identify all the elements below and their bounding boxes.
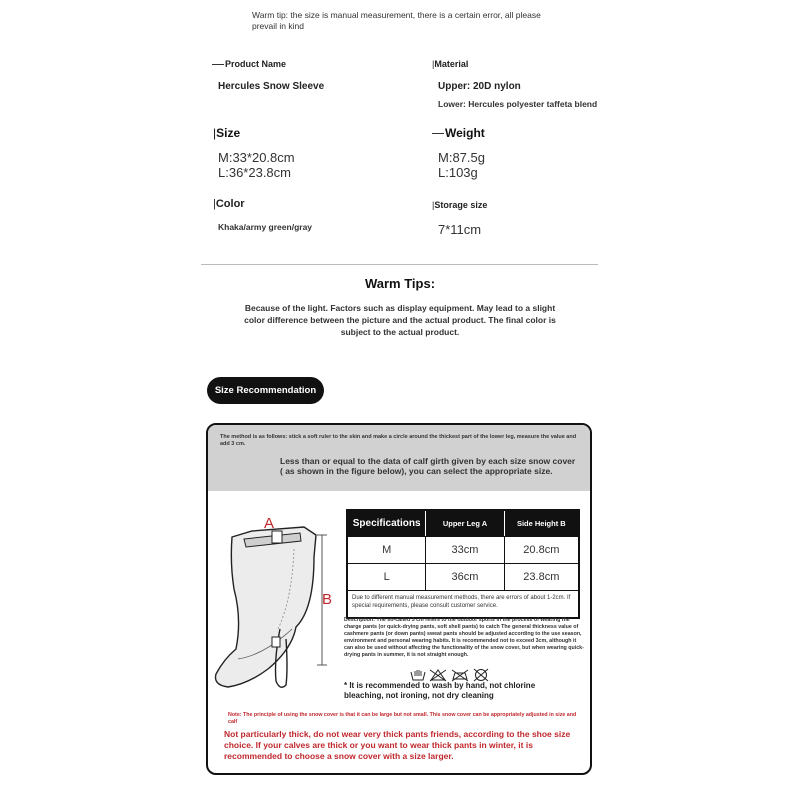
weight-l: L:103g [438,165,478,180]
principle-note: Note: The principle of using the snow cover is that it can be large but not small. This snow cover can be appropriately adjusted in size and calf [228,712,577,725]
label-a: A [264,515,275,532]
color-label: |Color [213,198,245,210]
weight-values [438,150,485,180]
section-divider [201,264,598,265]
cell-side-height: 20.8cm [523,544,560,556]
top-warm-tip: Warm tip: the size is manual measurement, there is a certain error, all please prevail in kind [252,10,541,31]
size-m: M:33*20.8cm [218,150,295,165]
cell-size: M [348,537,426,563]
header-upper-leg: Upper Leg A [426,511,504,536]
no-bleach-icon [430,670,446,681]
size-card [206,423,592,775]
warm-tips-title: Warm Tips: [364,276,436,291]
dash-marker [212,64,224,65]
material-lower: Lower: Hercules polyester taffeta blend [438,99,598,109]
table-note: Due to different manual measurement methods, there are errors of about 1-2cm. If special requirements, please consult customer service. [348,590,578,617]
storage-label: |Storage size [432,200,488,210]
size-recommendation-button[interactable]: Size Recommendation [207,377,324,404]
header-side-height: Side Height B [516,519,566,528]
no-dry-clean-icon [474,669,488,681]
cell-upper-leg: 36cm [426,564,504,590]
gaiter-illustration [208,509,338,699]
no-iron-icon [452,670,468,681]
gaiter-body [216,527,317,687]
color-value: Khaka/army green/gray [218,222,313,232]
dash-marker [432,133,444,134]
strap-buckle [272,531,282,543]
cell-side-height: 23.8cm [523,571,560,583]
lessthan-text: Less than or equal to the data of calf girth given by each size snow cover ( as shown in the figure below), you can select the appropriate size. [280,456,576,476]
warm-tips-text: Because of the light. Factors such as display equipment. May lead to a slight color difference between the picture and the actual product. The final color is subject to the actual product. [244,303,556,337]
weight-m: M:87.5g [438,150,485,165]
header-specifications: Specifications [348,511,426,536]
storage-value: 7*11cm [438,222,482,237]
method-text: The method is as follows: stick a soft ruler to the skin and make a circle around the thickest part of the lower leg, measure the value and add 3 cm. [220,434,577,447]
hand-wash-icon [411,670,425,680]
weight-label: Weight [432,126,485,140]
size-l: L:36*23.8cm [218,165,291,180]
table-row [348,536,578,563]
product-name-value: Hercules Snow Sleeve [218,81,325,92]
wash-note: * It is recommended to wash by hand, not chlorine bleaching, not ironing, not dry cleaning [344,681,536,700]
description-text: Description: The so-called 3 cm refers to the outdoor sports in the process of wearing the charge pants (or quick-drying pants, soft shell pants) to catch The general thickness value of cashmere pants (or down pants) sweat pants should be adjusted according to the use season, environment and personal wearing habits. It is recommended not to exceed 3cm, although it can also be used without affecting the functionality of the snow cover, but when wearing quick-drying pants in summer, it is not straight enough. [344,617,584,658]
material-label: |Material [432,59,469,69]
wash-care-icons [344,668,584,682]
cell-upper-leg: 33cm [426,537,504,563]
material-upper: Upper: 20D nylon [438,81,521,92]
spec-table [346,509,580,619]
cell-size: L [348,564,426,590]
size-label: |Size [213,126,241,140]
table-row [348,563,578,590]
size-advice: Not particularly thick, do not wear very thick pants friends, according to the shoe size choice. If your calves are thick or you want to wear thick pants in winter, it is recommended to choose a snow cover with a size larger. [224,729,571,761]
product-name-label: Product Name [212,59,286,69]
size-values [218,150,295,180]
label-b: B [322,591,333,608]
cord-lock [272,637,280,647]
spec-table-header [348,511,578,536]
